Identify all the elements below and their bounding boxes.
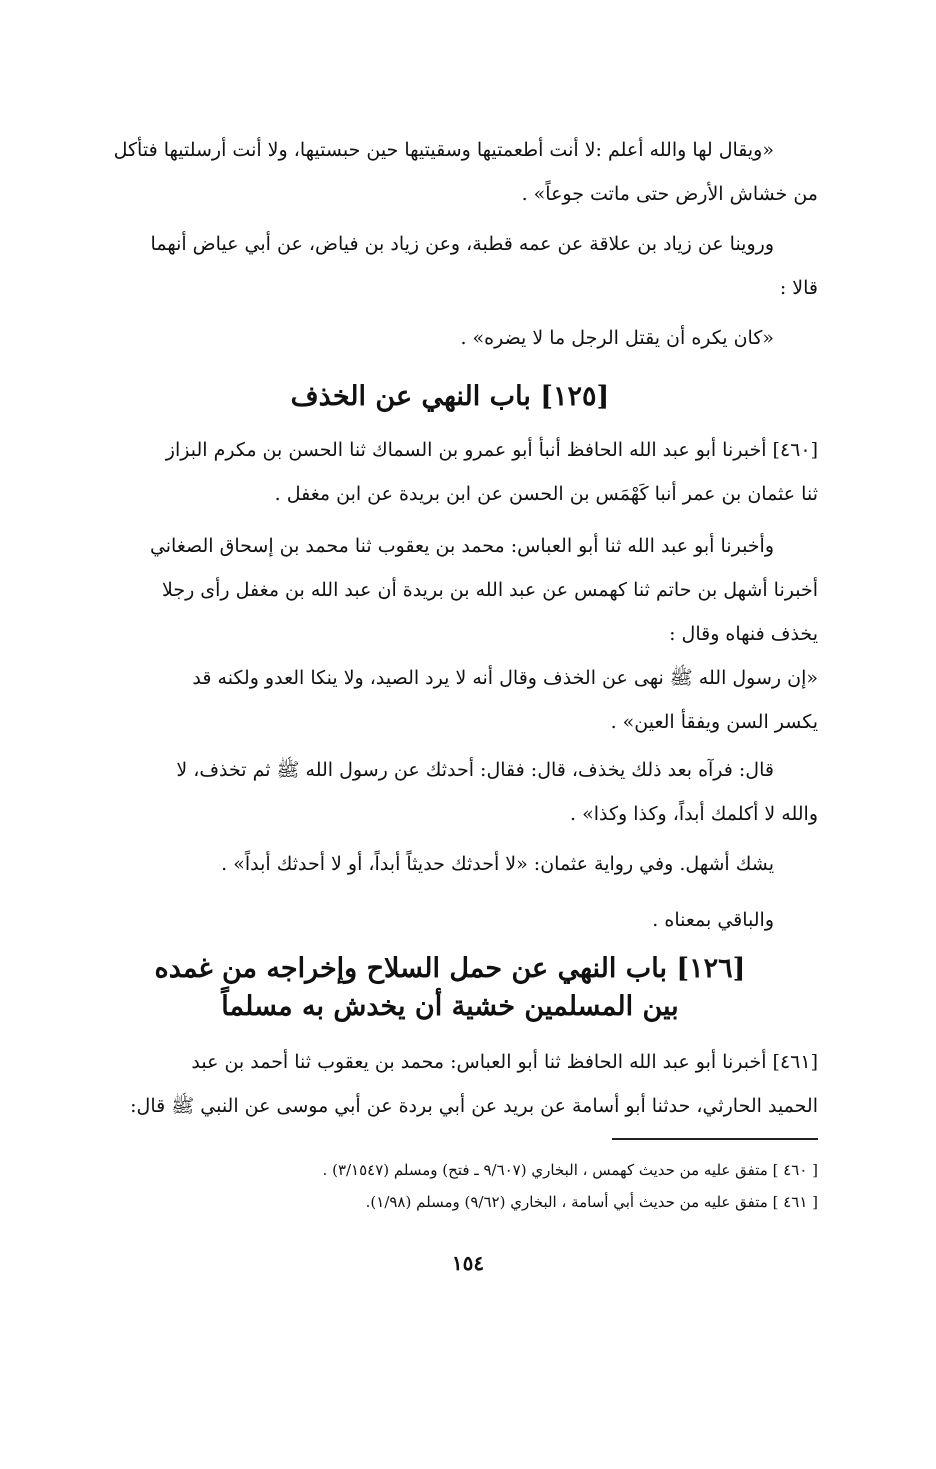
paragraph-chain	[76, 524, 818, 656]
text-line: والله لا أكلمك أبداً، وكذا وكذا» .	[570, 803, 818, 825]
paragraph-quote	[76, 316, 818, 360]
paragraph-follow-up	[76, 748, 818, 836]
text-line: [٤٦٠] أخبرنا أبو عبد الله الحافظ أنبأ أبو عمرو بن السماك ثنا الحسن بن مكرم البزاز	[165, 439, 818, 461]
text-line: ثنا عثمان بن عمر أنبا كَهْمَس بن الحسن عن ابن بريدة عن ابن مغفل .	[274, 483, 818, 505]
footnote-460: [ ٤٦٠ ] متفق عليه من حديث كهمس ، البخاري (٩/٦٠٧ ـ فتح) ومسلم (٣/١٥٤٧) .	[322, 1161, 818, 1179]
paragraph-hadith-460	[76, 428, 818, 516]
text-line: «إن رسول الله ﷺ نهى عن الخذف وقال أنه لا يرد الصيد، ولا ينكا العدو ولكنه قد	[192, 667, 818, 689]
footnote-461: [ ٤٦١ ] متفق عليه من حديث أبي أسامة ، البخاري (٩/٦٢) ومسلم (١/٩٨).	[365, 1193, 818, 1211]
text-line: من خشاش الأرض حتى ماتت جوعاً» .	[521, 183, 818, 205]
text-line: وأخبرنا أبو عبد الله ثنا أبو العباس: محمد بن يعقوب ثنا محمد بن إسحاق الصغاني	[149, 535, 774, 557]
text-line: والباقي بمعناه .	[652, 909, 774, 931]
text-line: «ويقال لها والله أعلم :لا أنت أطعمتيها وسقيتيها حين حبستيها، ولا أنت أرسلتيها فتأكل	[113, 139, 774, 161]
text-line: يشك أشهل. وفي رواية عثمان: «لا أحدثك حديثاً أبداً، أو لا أحدثك أبداً» .	[221, 853, 774, 875]
text-line: قالا :	[779, 277, 818, 299]
text-line: يخذف فنهاه وقال :	[669, 623, 818, 645]
text-line: [٤٦١] أخبرنا أبو عبد الله الحافظ ثنا أبو العباس: محمد بن يعقوب ثنا أحمد بن عبد	[191, 1051, 818, 1073]
paragraph-variant	[76, 842, 818, 886]
chapter-heading-126	[60, 950, 840, 1026]
text-line: يكسر السن ويفقأ العين» .	[610, 711, 818, 733]
footnote-divider	[612, 1138, 818, 1140]
paragraph-prophet-saying	[76, 656, 818, 744]
text-line: أخبرنا أشهل بن حاتم ثنا كهمس عن عبد الله بن بريدة أن عبد الله بن مغفل رأى رجلا	[161, 579, 818, 601]
text-line: «كان يكره أن يقتل الرجل ما لا يضره» .	[460, 327, 774, 349]
chapter-heading-125: [١٢٥] باب النهي عن الخذف	[290, 381, 610, 412]
heading-line: [١٢٦] باب النهي عن حمل السلاح وإخراجه من غمده	[154, 953, 746, 984]
text-line: الحميد الحارثي، حدثنا أبو أسامة عن بريد عن أبي بردة عن أبي موسى عن النبي ﷺ قال:	[130, 1095, 818, 1117]
text-line: قال: فرآه بعد ذلك يخذف، قال: فقال: أحدثك عن رسول الله ﷺ ثم تخذف، لا	[176, 759, 774, 781]
text-line: وروينا عن زياد بن علاقة عن عمه قطبة، وعن زياد بن فياض، عن أبي عياض أنهما	[150, 233, 774, 255]
paragraph-hadith-461	[76, 1040, 818, 1128]
paragraph-narration-ziyad	[76, 222, 818, 310]
heading-line: بين المسلمين خشية أن يخدش به مسلماً	[221, 991, 679, 1022]
paragraph-remainder	[76, 898, 818, 942]
page-number: ١٥٤	[451, 1251, 485, 1275]
paragraph-hadith-cat	[76, 128, 818, 216]
